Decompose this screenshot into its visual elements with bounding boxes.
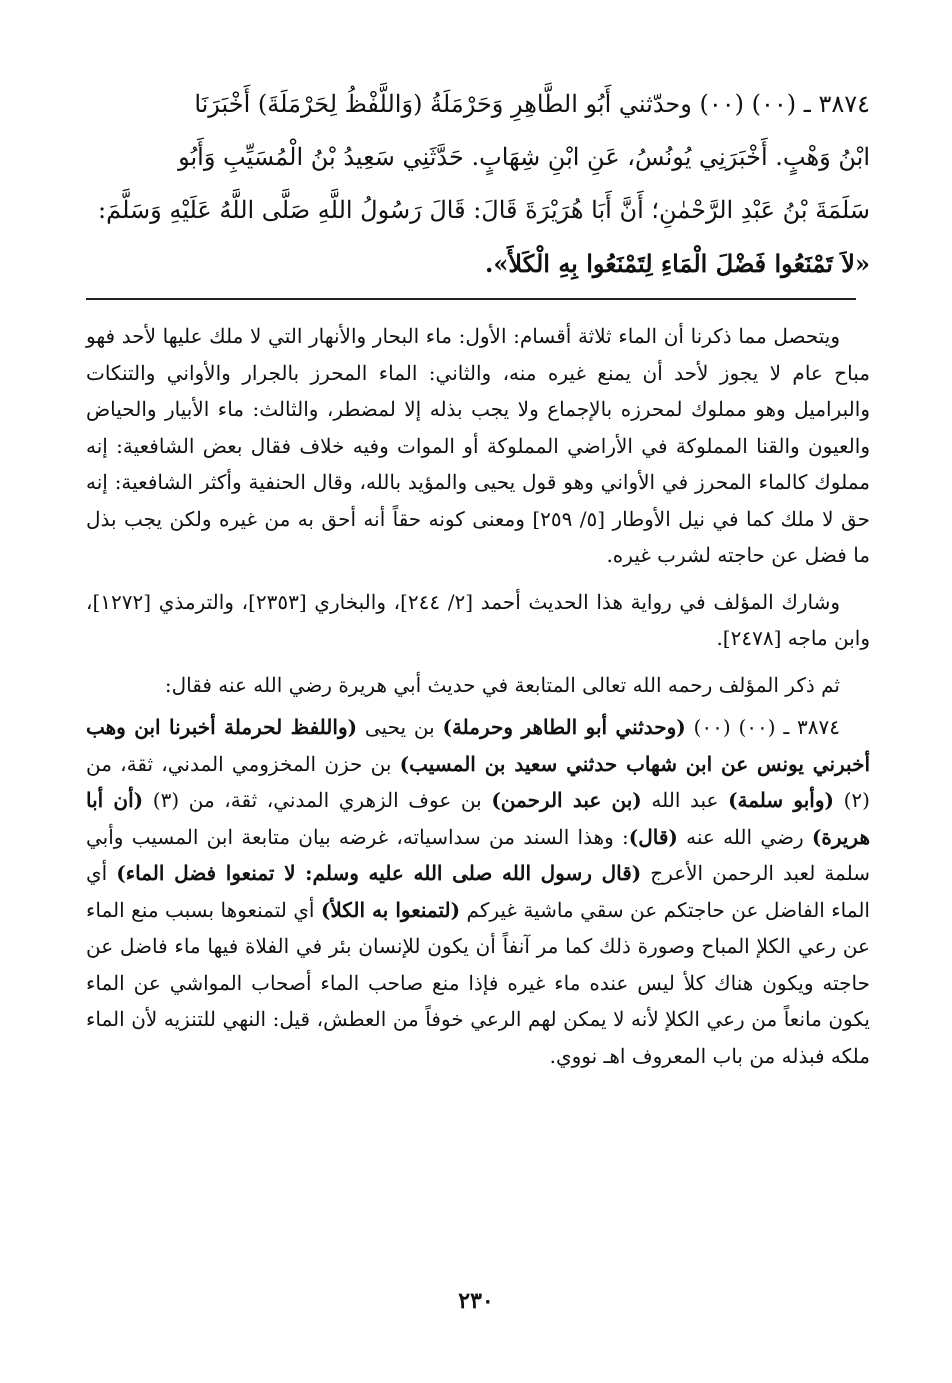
commentary-paragraph <box>86 709 870 1074</box>
hadith-line: سَلَمَةَ بْنُ عَبْدِ الرَّحْمٰنِ؛ أَنَّ أَبَا هُرَيْرَةَ قَالَ: قَالَ رَسُولُ اللَّهِ صَلَّى اللَّهُ عَلَيْهِ وَسَلَّمَ: <box>98 196 870 224</box>
bold-text: (واللفظ لحرملة أخبرنا ابن وهب أخبرني يونس عن ابن شهاب حدثني سعيد بن المسيب) <box>86 715 871 776</box>
plain-text: عبد الله <box>641 788 729 812</box>
bold-text: (وحدثني أبو الطاهر وحرملة) <box>442 715 686 739</box>
commentary-paragraph: ثم ذكر المؤلف رحمه الله تعالى المتابعة في حديث أبي هريرة رضي الله عنه فقال: <box>164 672 840 697</box>
bold-text: (قال) <box>628 824 678 849</box>
plain-text: بن عوف الزهري المدني، ثقة، من (٣) <box>143 788 492 812</box>
bold-text: (قال رسول الله صلى الله عليه وسلم: لا تمنعوا فضل الماء) <box>116 861 642 885</box>
plain-text: أي الماء الفاضل عن حاجتكم عن سقي ماشية غيركم <box>86 861 870 922</box>
hadith-line: ابْنُ وَهْبٍ. أَخْبَرَنِي يُونُسُ، عَنِ ابْنِ شِهَابٍ. حَدَّثَنِي سَعِيدُ بْنُ الْمُسَيِّبِ وَأَبُو <box>178 143 870 171</box>
plain-text: : وهذا السند من سداسياته، غرضه بيان متابعة ابن المسيب وأبي سلمة لعبد الرحمن الأعرج <box>86 824 870 885</box>
plain-text: رضي الله عنه <box>677 824 812 849</box>
hadith-prophetic-saying: «لاَ تَمْنَعُوا فَضْلَ الْمَاءِ لِتَمْنَعُوا بِهِ الْكَلأَ». <box>485 249 870 278</box>
commentary-paragraph: ويتحصل مما ذكرنا أن الماء ثلاثة أقسام: الأول: ماء البحار والأنهار التي لا ملك عليها لأحد فهو مباح عام لا يجوز لأحد أن يمنع غيره منه، والثاني: الماء المحرز بالجرار والأواني والتنكات والبراميل وهو مملوك لمحرزه بالإجماع ولا يجب بذله إلا لمضطر، والثالث: ماء الأبيار والحياض والعيون والقنا المملوكة في الأراضي المملوكة أو الموات وفيه خلاف فقال بعض الشافعية: إنه مملوك كالماء المحرز في الأواني وهو قول يحيى والمؤيد بالله، وقال الحنفية وأكثر الشافعية: إنه حق لا ملك كما في نيل الأوطار [٥/ ٢٥٩] ومعنى كونه حقاً أنه أحق به من غيره ولكن يجب بذل ما فضل عن حاجته لشرب غيره. <box>86 324 870 567</box>
bold-text: (بن عبد الرحمن) <box>491 788 642 812</box>
footnote-divider <box>86 298 856 300</box>
plain-text: أي لتمنعوها بسبب منع الماء عن رعي الكلإ المباح وصورة ذلك كما مر آنفاً أن يكون للإنسان بئر في الفلاة فيها ماء فاضل عن حاجته ويكون هناك كلأ ليس عنده ماء غيره فإذا منع صاحب الماء أصحاب المواشي عن الماء يكون مانعاً من رعي الكلإ لأنه لا يمكن لهم الرعي خوفاً من العطش، قيل: النهي للتنزيه لأن الماء ملكه فبذله من باب المعروف اهـ نووي. <box>86 897 870 1068</box>
hadith-line: ٣٨٧٤ ـ (٠٠) (٠٠) وحدّثني أَبُو الطَّاهِرِ وَحَرْمَلَةُ (وَاللَّفْظُ لِحَرْمَلَةَ) أَخْبَرَنَا <box>194 90 870 118</box>
commentary <box>86 318 870 1084</box>
plain-text: بن حزن المخزومي المدني، ثقة، من (٢) <box>86 751 870 812</box>
commentary-paragraph: وشارك المؤلف في رواية هذا الحديث أحمد [٢/ ٢٤٤]، والبخاري [٢٣٥٣]، والترمذي [١٢٧٢]، وابن ماجه [٢٤٧٨]. <box>86 589 870 650</box>
bold-text: (وأبو سلمة) <box>728 788 834 812</box>
bold-text: (أن أبا هريرة) <box>86 788 870 849</box>
hadith-text <box>86 78 870 290</box>
bold-text: (لتمنعوا به الكلأ) <box>320 897 461 922</box>
page-number: ٢٣٠ <box>458 1288 494 1314</box>
plain-text: ٣٨٧٤ ـ (٠٠) (٠٠) <box>685 715 840 739</box>
plain-text: بن يحيى <box>357 715 443 739</box>
